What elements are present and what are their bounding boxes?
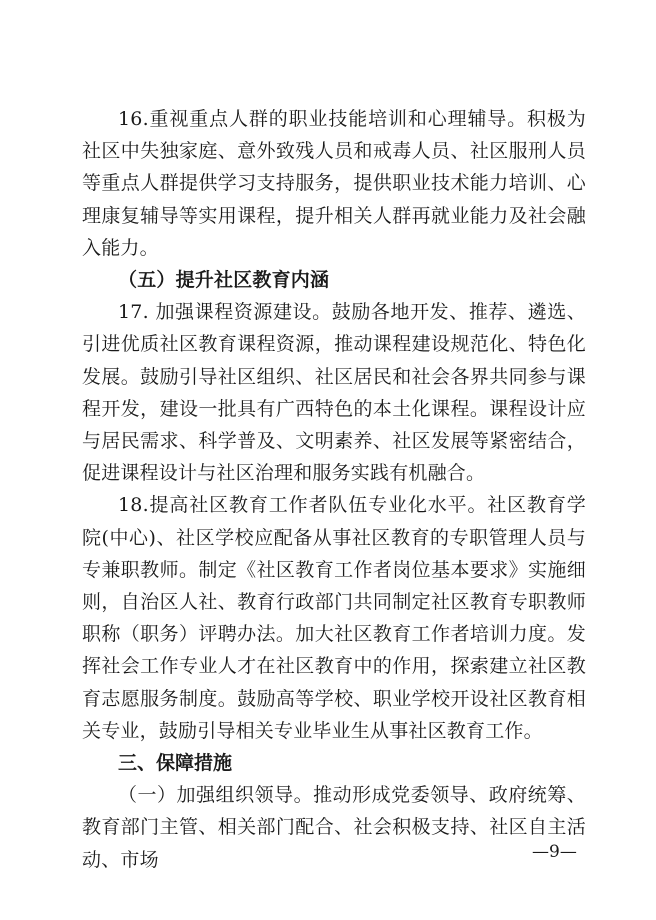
document-body [82,103,586,876]
paragraph-18: 18.提高社区教育工作者队伍专业化水平。社区教育学院(中心)、社区学校应配备从事社区教育的专职管理人员与专兼职教师。制定《社区教育工作者岗位基本要求》实施细则，自治区人社、教育行政部门共同制定社区教育专职教师职称（职务）评聘办法。加大社区教育工作者培训力度。发挥社会工作专业人才在社区教育中的作用，探索建立社区教育志愿服务制度。鼓励高等学校、职业学校开设社区教育相关专业，鼓励引导相关专业毕业生从事社区教育工作。 [82,494,586,742]
paragraph-16: 16.重视重点人群的职业技能培训和心理辅导。积极为社区中失独家庭、意外致残人员和戒毒人员、社区服刑人员等重点人群提供学习支持服务，提供职业技术能力培训、心理康复辅导等实用课程，提升相关人群再就业能力及社会融入能力。 [82,108,586,259]
paragraph-organization [82,779,586,876]
paragraph-17: 17. 加强课程资源建设。鼓励各地开发、推荐、遴选、引进优质社区教育课程资源，推动课程建设规范化、特色化发展。鼓励引导社区组织、社区居民和社会各界共同参与课程开发，建设一批具有广西特色的本土化课程。课程设计应与居民需求、科学普及、文明素养、社区发展等紧密结合，促进课程设计与社区治理和服务实践有机融合。 [82,301,586,485]
organization-lead: （一）加强组织领导。 [118,784,314,807]
section-heading-3: 三、保障措施 [118,752,233,775]
section-heading-5: （五）提升社区教育内涵 [118,269,330,292]
page-number: —9— [532,842,577,862]
organization-body: 推动形成党委领导、政府统筹、教育部门主管、相关部门配合、社会积极支持、社区自主活动、市场 [82,784,586,871]
